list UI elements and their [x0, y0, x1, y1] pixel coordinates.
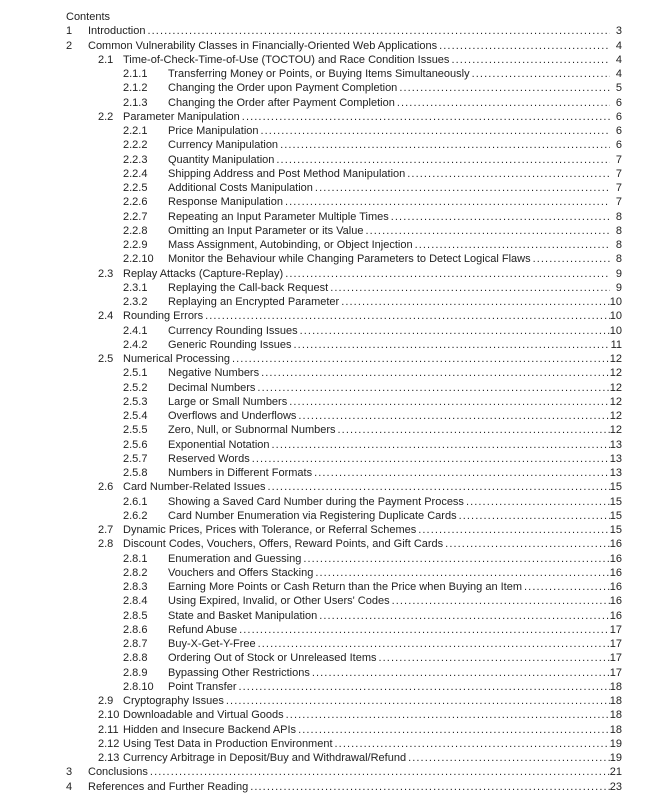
toc-entry-page: 3	[615, 25, 622, 38]
dot-leader	[445, 537, 610, 551]
dot-leader	[267, 480, 609, 494]
toc-entry-label: Enumeration and Guessing	[168, 552, 302, 565]
toc-entry-number: 2.2	[98, 110, 114, 123]
toc-entry-page: 18	[609, 695, 622, 707]
toc-entry-number: 2.5	[98, 353, 114, 365]
toc-entry-label: Discount Codes, Vouchers, Offers, Reward Points, and Gift Cards	[123, 538, 444, 551]
toc-entry-page: 13	[609, 438, 622, 451]
toc-entry-number: 2.13	[98, 752, 120, 764]
toc-entry-label: Exponential Notation	[168, 438, 270, 451]
dot-leader	[415, 238, 610, 252]
toc-entry-number: 2.8.6	[123, 623, 148, 636]
toc-entry-number: 2.3.1	[123, 281, 148, 294]
toc-entry-page: 18	[609, 709, 622, 722]
toc-entry-label: State and Basket Manipulation	[168, 609, 318, 622]
dot-leader	[319, 609, 610, 623]
toc-entry-label: Currency Manipulation	[168, 139, 279, 152]
toc-entry-number: 2.5.8	[123, 467, 148, 479]
dot-leader	[289, 395, 610, 409]
toc-entry-label: Replaying an Encrypted Parameter	[168, 296, 340, 308]
dot-leader	[341, 295, 610, 309]
toc-entry-number: 2.4.2	[123, 338, 148, 351]
toc-entry-page: 10	[609, 296, 622, 308]
toc-entry-page: 19	[609, 752, 622, 764]
toc-entry-page: 23	[609, 780, 622, 793]
toc-entry-page: 12	[609, 410, 622, 422]
toc-entry[interactable]	[66, 680, 622, 694]
toc-entry-label: Additional Costs Manipulation	[168, 182, 313, 194]
toc-entry-number: 2.1.2	[123, 82, 148, 95]
toc-entry-number: 2.5.4	[123, 410, 148, 422]
dot-leader	[257, 381, 609, 395]
toc-entry-page: 16	[609, 538, 622, 551]
toc-entry-number: 2.6.2	[123, 509, 148, 522]
toc-entry[interactable]	[66, 309, 622, 323]
dot-leader	[315, 181, 610, 195]
toc-entry-label: Vouchers and Offers Stacking	[168, 566, 314, 579]
toc-entry-page: 16	[609, 566, 622, 579]
toc-entry[interactable]	[66, 252, 622, 266]
toc-entry-label: Currency Rounding Issues	[168, 324, 298, 337]
toc-entry[interactable]	[66, 324, 622, 338]
toc-entry-label: Shipping Address and Post Method Manipulation	[168, 167, 406, 180]
toc-entry-page: 4	[615, 53, 622, 66]
toc-entry[interactable]	[66, 523, 622, 537]
toc-entry-page: 5	[615, 82, 622, 95]
toc-entry-label: Downloadable and Virtual Goods	[123, 709, 284, 722]
dot-leader	[451, 53, 610, 67]
toc-entry-page: 17	[609, 652, 622, 665]
toc-entry[interactable]	[66, 480, 622, 494]
dot-leader	[239, 623, 610, 637]
dot-leader	[459, 509, 610, 523]
toc-entry-page: 8	[615, 239, 622, 251]
toc-entry-page: 15	[609, 509, 622, 522]
toc-entry-label: Using Test Data in Production Environment	[123, 737, 333, 750]
toc-entry-page: 6	[615, 110, 622, 123]
toc-entry[interactable]	[66, 110, 622, 124]
toc-entry[interactable]	[66, 295, 622, 309]
toc-entry-page: 10	[609, 324, 622, 337]
toc-entry-page: 13	[609, 452, 622, 465]
toc-entry[interactable]	[66, 751, 622, 765]
toc-entry[interactable]	[66, 81, 622, 95]
toc-entry-page: 21	[609, 766, 622, 779]
toc-entry[interactable]	[66, 181, 622, 195]
dot-leader	[250, 780, 610, 794]
toc-entry-number: 2.5.5	[123, 424, 148, 437]
toc-entry-label: Transferring Money or Points, or Buying Items Simultaneously	[168, 68, 470, 80]
toc-entry[interactable]	[66, 224, 622, 238]
toc-entry-page: 12	[609, 395, 622, 408]
toc-entry-label: Time-of-Check-Time-of-Use (TOCTOU) and Race Condition Issues	[123, 53, 450, 66]
dot-leader	[466, 495, 610, 509]
toc-entry-page: 8	[615, 210, 622, 223]
toc-entry[interactable]	[66, 124, 622, 138]
toc-entry[interactable]	[66, 737, 622, 751]
toc-entry-label: Numbers in Different Formats	[168, 467, 313, 479]
toc-entry[interactable]	[66, 537, 622, 551]
toc-entry-page: 9	[615, 281, 622, 294]
toc-entry[interactable]	[66, 637, 622, 651]
toc-entry-label: Parameter Manipulation	[123, 110, 240, 123]
toc-entry[interactable]	[66, 438, 622, 452]
toc-entry-label: Point Transfer	[168, 680, 237, 693]
toc-entry-page: 4	[615, 39, 622, 52]
toc-entry-label: Replay Attacks (Capture-Replay)	[123, 267, 284, 280]
toc-entry[interactable]	[66, 53, 622, 67]
dot-leader	[439, 39, 610, 53]
toc-entry-page: 16	[609, 581, 622, 593]
toc-entry-label: Reserved Words	[168, 452, 250, 465]
toc-entry-number: 2.2.4	[123, 167, 148, 180]
toc-entry-number: 2.3	[98, 267, 114, 280]
dot-leader	[303, 552, 609, 566]
toc-entry-page: 17	[609, 623, 622, 636]
toc-entry-label: Rounding Errors	[123, 310, 204, 323]
toc-entry-number: 2.8.5	[123, 609, 148, 622]
dot-leader	[285, 195, 610, 209]
toc-entry-number: 2.2.1	[123, 125, 148, 137]
toc-entry[interactable]	[66, 352, 622, 366]
toc-entry-page: 8	[615, 253, 622, 266]
toc-entry-number: 2.6	[98, 481, 114, 494]
toc-entry-page: 12	[609, 353, 622, 365]
dot-leader	[312, 666, 610, 680]
toc-entry[interactable]	[66, 423, 622, 437]
toc-entry-page: 16	[609, 595, 622, 608]
toc-entry[interactable]	[66, 580, 622, 594]
toc-entry-page: 15	[609, 495, 622, 508]
toc-entry-number: 3	[66, 766, 73, 779]
toc-entry-number: 2.2.5	[123, 182, 148, 194]
dot-leader	[242, 110, 610, 124]
toc-entry[interactable]	[66, 552, 622, 566]
toc-entry[interactable]	[66, 694, 622, 708]
toc-entry-page: 7	[615, 153, 622, 166]
dot-leader	[294, 338, 610, 352]
toc-entry-page: 12	[609, 424, 622, 437]
dot-leader	[399, 81, 610, 95]
dot-leader	[150, 765, 610, 779]
dot-leader	[261, 366, 610, 380]
toc-entry[interactable]	[66, 281, 622, 295]
toc-entry-label: Hidden and Insecure Backend APIs	[123, 723, 297, 736]
toc-entry[interactable]	[66, 67, 622, 81]
toc-entry[interactable]	[66, 594, 622, 608]
toc-entry-number: 2.2.8	[123, 224, 148, 237]
toc-entry-page: 12	[609, 367, 622, 380]
toc-entry[interactable]	[66, 452, 622, 466]
toc-entry-page: 7	[615, 196, 622, 209]
toc-entry[interactable]	[66, 366, 622, 380]
dot-leader	[298, 723, 610, 737]
dot-leader	[147, 24, 610, 38]
toc-entry-number: 2.2.10	[123, 253, 154, 266]
toc-entry-number: 2.8	[98, 538, 114, 551]
toc-entry-number: 2.12	[98, 737, 120, 750]
dot-leader	[330, 281, 610, 295]
toc-entry-number: 2.8.1	[123, 552, 148, 565]
toc-entry[interactable]	[66, 651, 622, 665]
toc-entry[interactable]	[66, 381, 622, 395]
dot-leader	[365, 224, 610, 238]
dot-leader	[533, 252, 610, 266]
toc-entry-number: 2.7	[98, 524, 114, 536]
toc-entry-label: Ordering Out of Stock or Unreleased Items	[168, 652, 377, 665]
toc-entry-number: 2.9	[98, 695, 114, 707]
toc-entry-label: Omitting an Input Parameter or its Value	[168, 224, 364, 237]
toc-entry[interactable]	[66, 96, 622, 110]
toc-entry-label: Response Manipulation	[168, 196, 283, 209]
toc-entry-number: 2.8.10	[123, 680, 154, 693]
toc-entry-number: 2.2.6	[123, 196, 148, 209]
toc-entry-number: 2	[66, 39, 73, 52]
toc-entry-label: References and Further Reading	[88, 780, 249, 793]
toc-entry[interactable]	[66, 623, 622, 637]
toc-entry[interactable]	[66, 138, 622, 152]
toc-entry-number: 2.8.3	[123, 581, 148, 593]
toc-entry-label: Negative Numbers	[168, 367, 260, 380]
dot-leader	[205, 309, 610, 323]
toc-entry-page: 17	[609, 666, 622, 679]
toc-entry[interactable]	[66, 708, 622, 722]
toc-entry-number: 2.5.2	[123, 381, 148, 394]
toc-entry-number: 2.5.1	[123, 367, 148, 380]
dot-leader	[285, 267, 610, 281]
dot-leader	[261, 124, 611, 138]
toc-entry-number: 1	[66, 25, 73, 38]
toc-entry-number: 2.8.7	[123, 638, 148, 650]
dot-leader	[315, 566, 609, 580]
toc-entry-number: 2.2.7	[123, 210, 148, 223]
dot-leader	[238, 680, 609, 694]
toc-entry-number: 2.3.2	[123, 296, 148, 308]
toc-entry-page: 9	[615, 267, 622, 280]
dot-leader	[407, 167, 610, 181]
toc-entry-label: Cryptography Issues	[123, 695, 224, 707]
toc-entry-page: 16	[609, 609, 622, 622]
toc-entry[interactable]	[66, 723, 622, 737]
dot-leader	[252, 452, 610, 466]
toc-entry-label: Changing the Order upon Payment Completion	[168, 82, 398, 95]
toc-entry[interactable]	[66, 167, 622, 181]
dot-leader	[338, 423, 610, 437]
toc-entry-page: 11	[610, 338, 622, 351]
toc-entry-label: Using Expired, Invalid, or Other Users' Codes	[168, 595, 390, 608]
toc-entry[interactable]	[66, 195, 622, 209]
toc-entry-label: Refund Abuse	[168, 623, 238, 636]
toc-entry-number: 2.1	[98, 53, 114, 66]
dot-leader	[298, 409, 609, 423]
toc-entry-label: Card Number-Related Issues	[123, 481, 266, 494]
toc-entry-label: Price Manipulation	[168, 125, 259, 137]
dot-leader	[300, 324, 610, 338]
dot-leader	[276, 153, 610, 167]
dot-leader	[391, 210, 610, 224]
toc-entry-number: 4	[66, 780, 73, 793]
toc-title: Contents	[66, 11, 111, 23]
toc-entry-label: Zero, Null, or Subnormal Numbers	[168, 424, 336, 437]
toc-entry[interactable]	[66, 666, 622, 680]
toc-entry-label: Card Number Enumeration via Registering Duplicate Cards	[168, 509, 457, 522]
toc-entry-number: 2.1.3	[123, 96, 148, 109]
toc-entry-page: 19	[609, 737, 622, 750]
toc-entry-number: 2.5.3	[123, 395, 148, 408]
toc-entry[interactable]	[66, 267, 622, 281]
toc-entry-page: 17	[609, 638, 622, 650]
toc-entry-page: 18	[609, 680, 622, 693]
dot-leader	[418, 523, 610, 537]
toc-entry-page: 8	[615, 224, 622, 237]
toc-entry-label: Monitor the Behaviour while Changing Parameters to Detect Logical Flaws	[168, 253, 531, 266]
toc-entry-page: 6	[615, 96, 622, 109]
toc-entry[interactable]	[66, 765, 622, 779]
toc-entry-label: Large or Small Numbers	[168, 395, 288, 408]
toc-entry[interactable]	[66, 153, 622, 167]
toc-entry-label: Replaying the Call-back Request	[168, 281, 329, 294]
toc-entry-page: 18	[609, 723, 622, 736]
dot-leader	[378, 651, 609, 665]
toc-entry-page: 4	[615, 68, 622, 80]
dot-leader	[335, 737, 610, 751]
dot-leader	[314, 466, 610, 480]
toc-entry-label: Bypassing Other Restrictions	[168, 666, 310, 679]
toc-entry-label: Earning More Points or Cash Return than the Price when Buying an Item	[168, 581, 523, 593]
toc-list	[66, 24, 622, 794]
toc-entry[interactable]	[66, 395, 622, 409]
toc-entry-page: 12	[609, 381, 622, 394]
toc-entry-number: 2.8.2	[123, 566, 148, 579]
toc-entry-number: 2.1.1	[123, 68, 148, 80]
toc-entry[interactable]	[66, 609, 622, 623]
toc-entry[interactable]	[66, 39, 622, 53]
toc-entry-page: 10	[609, 310, 622, 323]
toc-entry[interactable]	[66, 24, 622, 38]
toc-entry[interactable]	[66, 338, 622, 352]
toc-entry-page: 16	[609, 552, 622, 565]
toc-entry-number: 2.8.8	[123, 652, 148, 665]
dot-leader	[524, 580, 610, 594]
toc-entry-page: 15	[609, 524, 622, 536]
toc-entry-label: Dynamic Prices, Prices with Tolerance, or Referral Schemes	[123, 524, 417, 536]
toc-entry-label: Buy-X-Get-Y-Free	[168, 638, 256, 650]
toc-entry-label: Introduction	[88, 25, 146, 38]
toc-entry-page: 7	[615, 182, 622, 194]
toc-entry-label: Changing the Order after Payment Completion	[168, 96, 395, 109]
toc-entry[interactable]	[66, 238, 622, 252]
dot-leader	[232, 352, 610, 366]
toc-entry-number: 2.8.4	[123, 595, 148, 608]
toc-entry-label: Currency Arbitrage in Deposit/Buy and Withdrawal/Refund	[123, 752, 407, 764]
toc-entry-label: Mass Assignment, Autobinding, or Object Injection	[168, 239, 413, 251]
toc-entry-page: 6	[615, 125, 622, 137]
dot-leader	[280, 138, 610, 152]
toc-entry-label: Showing a Saved Card Number during the Payment Process	[168, 495, 464, 508]
toc-entry-number: 2.4	[98, 310, 114, 323]
toc-entry[interactable]	[66, 495, 622, 509]
toc-entry-number: 2.2.3	[123, 153, 148, 166]
toc-entry[interactable]	[66, 409, 622, 423]
toc-entry-label: Overflows and Underflows	[168, 410, 297, 422]
toc-entry[interactable]	[66, 566, 622, 580]
toc-entry-label: Decimal Numbers	[168, 381, 256, 394]
toc-entry-label: Quantity Manipulation	[168, 153, 275, 166]
toc-entry[interactable]	[66, 466, 622, 480]
toc-entry[interactable]	[66, 210, 622, 224]
toc-entry-page: 15	[609, 481, 622, 494]
toc-entry-number: 2.6.1	[123, 495, 148, 508]
toc-entry-number: 2.2.2	[123, 139, 148, 152]
dot-leader	[408, 751, 610, 765]
dot-leader	[397, 96, 610, 110]
toc-entry-number: 2.11	[98, 723, 119, 736]
toc-entry-number: 2.5.7	[123, 452, 148, 465]
toc-entry-label: Repeating an Input Parameter Multiple Times	[168, 210, 389, 223]
toc-entry-number: 2.2.9	[123, 239, 148, 251]
toc-entry-number: 2.4.1	[123, 324, 148, 337]
toc-entry-number: 2.8.9	[123, 666, 148, 679]
toc-entry-page: 6	[615, 139, 622, 152]
toc-entry-page: 7	[615, 167, 622, 180]
toc-entry-number: 2.5.6	[123, 438, 148, 451]
toc-entry[interactable]	[66, 780, 622, 794]
toc-entry-number: 2.10	[98, 709, 120, 722]
dot-leader	[226, 694, 610, 708]
dot-leader	[286, 708, 610, 722]
toc-entry-label: Generic Rounding Issues	[168, 338, 292, 351]
dot-leader	[272, 438, 610, 452]
toc-entry-page: 13	[609, 467, 622, 479]
toc-entry-label: Common Vulnerability Classes in Financially-Oriented Web Applications	[88, 39, 438, 52]
toc-entry-label: Conclusions	[88, 766, 148, 779]
toc-entry-label: Numerical Processing	[123, 353, 230, 365]
dot-leader	[392, 594, 610, 608]
dot-leader	[472, 67, 610, 81]
toc-entry[interactable]	[66, 509, 622, 523]
dot-leader	[258, 637, 610, 651]
